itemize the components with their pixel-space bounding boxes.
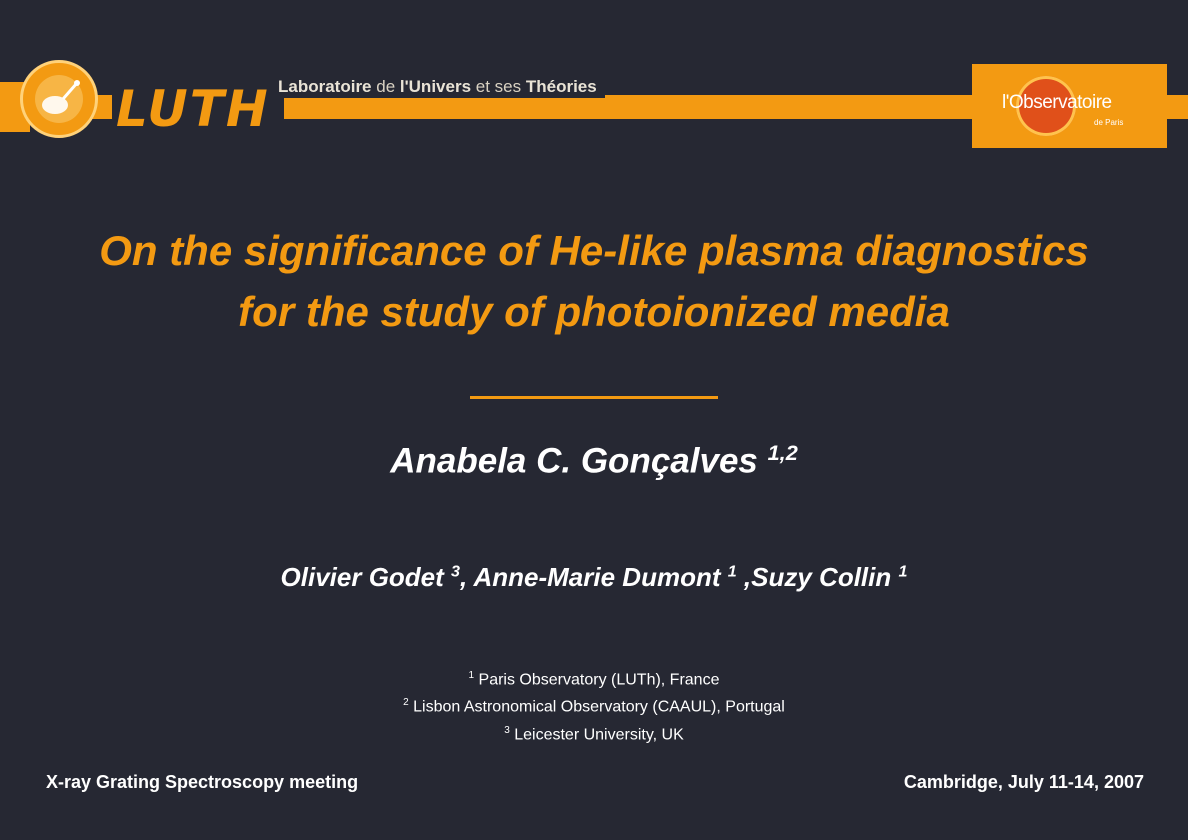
lab-name: [270, 76, 605, 98]
affiliation-line: [0, 719, 1188, 746]
luth-logo-icon: [20, 60, 98, 138]
main-author-affil-marks: 1,2: [767, 440, 798, 465]
affiliations: [0, 664, 1188, 746]
main-author: [0, 440, 1188, 482]
affiliation-text: Paris Observatory (LUTh), France: [474, 671, 720, 689]
lab-name-part: Laboratoire: [278, 77, 372, 96]
coauthor-mark: 1: [898, 562, 908, 581]
luth-logo-text: LUTH: [112, 74, 284, 144]
coauthor-mark: 1: [727, 562, 737, 581]
main-author-name: Anabela C. Gonçalves: [390, 441, 758, 481]
affiliation-mark: 2: [403, 697, 409, 709]
slide-title: [0, 220, 1188, 342]
coauthor-name: Olivier Godet: [280, 562, 444, 592]
lab-name-part: Théories: [525, 77, 597, 96]
affiliation-mark: 1: [468, 670, 475, 681]
observatoire-logo: [972, 64, 1167, 148]
affiliation-text: Lisbon Astronomical Observatory (CAAUL), Portugal: [408, 698, 785, 716]
title-divider: [470, 396, 718, 399]
coauthor-separator: ,: [460, 562, 474, 592]
lab-name-part: et ses: [471, 77, 526, 96]
affiliation-mark: 3: [504, 724, 510, 736]
header-banner: [0, 60, 1188, 150]
lab-name-part: de: [371, 77, 400, 96]
footer-meeting: X-ray Grating Spectroscopy meeting: [46, 772, 359, 792]
affiliation-text: Leicester University, UK: [509, 725, 684, 743]
affiliation-line: [0, 664, 1188, 691]
coauthor-name: Suzy Collin: [751, 562, 892, 592]
coauthor-mark: 3: [451, 562, 460, 581]
title-line-2: for the study of photoionized media: [238, 288, 950, 335]
title-line-1: On the significance of He-like plasma diagnostics: [99, 227, 1089, 274]
footer-place-date: Cambridge, July 11-14, 2007: [903, 772, 1144, 792]
coauthor-name: Anne-Marie Dumont: [473, 562, 721, 592]
observatoire-logo-sub: de Paris: [1094, 118, 1124, 127]
observatoire-logo-text: l'Observatoire: [1002, 92, 1112, 113]
lab-name-part: l'Univers: [399, 77, 472, 96]
coauthors: [0, 562, 1188, 593]
affiliation-line: [0, 691, 1188, 718]
coauthor-separator: ,: [736, 562, 752, 592]
